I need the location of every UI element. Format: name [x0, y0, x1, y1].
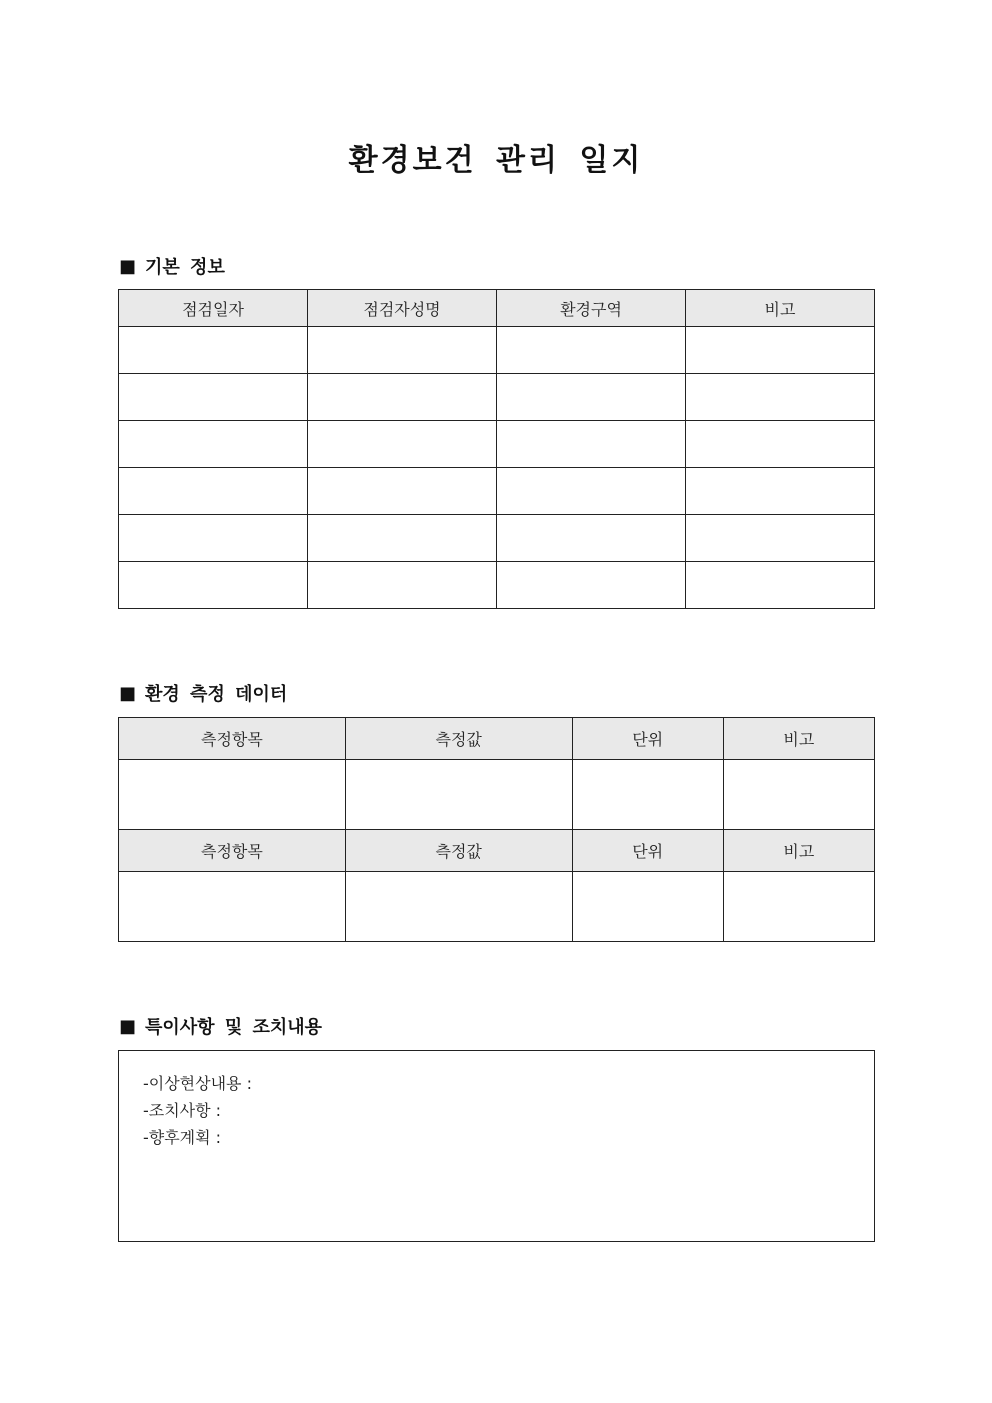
- column-header-remarks: 비고: [723, 718, 874, 760]
- section-heading-label: 기본 정보: [145, 257, 225, 278]
- table-row: [119, 374, 875, 421]
- table-cell[interactable]: [345, 760, 572, 830]
- table-cell[interactable]: [686, 327, 875, 374]
- column-header-unit: 단위: [572, 718, 723, 760]
- column-header-measurement-item: 측정항목: [119, 718, 346, 760]
- table-row: [119, 421, 875, 468]
- column-header-remarks: 비고: [686, 290, 875, 327]
- table-cell[interactable]: [686, 421, 875, 468]
- document-title: 환경보건 관리 일지: [348, 143, 644, 178]
- column-header-measured-value: 측정값: [345, 718, 572, 760]
- measurement-table: [118, 717, 875, 942]
- table-cell[interactable]: [345, 872, 572, 942]
- table-cell[interactable]: [308, 327, 497, 374]
- table-cell[interactable]: [572, 760, 723, 830]
- table-cell[interactable]: [119, 872, 346, 942]
- column-header-environment-zone: 환경구역: [497, 290, 686, 327]
- section-heading-notes: [119, 1013, 322, 1039]
- table-cell[interactable]: [119, 760, 346, 830]
- column-header-inspector-name: 점검자성명: [308, 290, 497, 327]
- notes-line-future-plan: -향후계획 :: [143, 1128, 222, 1147]
- column-header-measured-value: 측정값: [345, 830, 572, 872]
- table-cell[interactable]: [497, 515, 686, 562]
- notes-line-anomaly: -이상현상내용 :: [143, 1074, 252, 1093]
- basic-info-table: [118, 289, 875, 609]
- table-cell[interactable]: [497, 327, 686, 374]
- column-header-remarks: 비고: [723, 830, 874, 872]
- table-cell[interactable]: [119, 374, 308, 421]
- table-cell[interactable]: [686, 374, 875, 421]
- section-heading-basic-info: [119, 253, 225, 279]
- table-cell[interactable]: [308, 468, 497, 515]
- column-header-unit: 단위: [572, 830, 723, 872]
- table-cell[interactable]: [308, 374, 497, 421]
- square-bullet-icon: ■: [119, 255, 137, 277]
- table-row: [119, 515, 875, 562]
- section-heading-label: 환경 측정 데이터: [145, 684, 288, 705]
- square-bullet-icon: ■: [119, 1015, 137, 1037]
- table-header-row: [119, 830, 875, 872]
- table-header-row: [119, 718, 875, 760]
- table-cell[interactable]: [686, 515, 875, 562]
- table-cell[interactable]: [497, 374, 686, 421]
- notes-line-action: -조치사항 :: [143, 1101, 222, 1120]
- column-header-measurement-item: 측정항목: [119, 830, 346, 872]
- table-row: [119, 562, 875, 609]
- table-cell[interactable]: [119, 468, 308, 515]
- section-heading-measurement: [119, 680, 287, 706]
- table-row: [119, 327, 875, 374]
- table-row: [119, 468, 875, 515]
- table-cell[interactable]: [308, 562, 497, 609]
- table-cell[interactable]: [308, 421, 497, 468]
- table-cell[interactable]: [686, 468, 875, 515]
- table-header-row: [119, 290, 875, 327]
- section-heading-label: 특이사항 및 조치내용: [145, 1017, 323, 1038]
- table-cell[interactable]: [686, 562, 875, 609]
- notes-box[interactable]: [118, 1050, 875, 1242]
- table-cell[interactable]: [572, 872, 723, 942]
- column-header-inspection-date: 점검일자: [119, 290, 308, 327]
- table-cell[interactable]: [497, 562, 686, 609]
- table-cell[interactable]: [308, 515, 497, 562]
- square-bullet-icon: ■: [119, 682, 137, 704]
- table-cell[interactable]: [119, 515, 308, 562]
- table-cell[interactable]: [119, 327, 308, 374]
- table-cell[interactable]: [723, 760, 874, 830]
- table-cell[interactable]: [723, 872, 874, 942]
- table-cell[interactable]: [497, 421, 686, 468]
- table-row: [119, 760, 875, 830]
- table-cell[interactable]: [497, 468, 686, 515]
- table-row: [119, 872, 875, 942]
- table-cell[interactable]: [119, 562, 308, 609]
- table-cell[interactable]: [119, 421, 308, 468]
